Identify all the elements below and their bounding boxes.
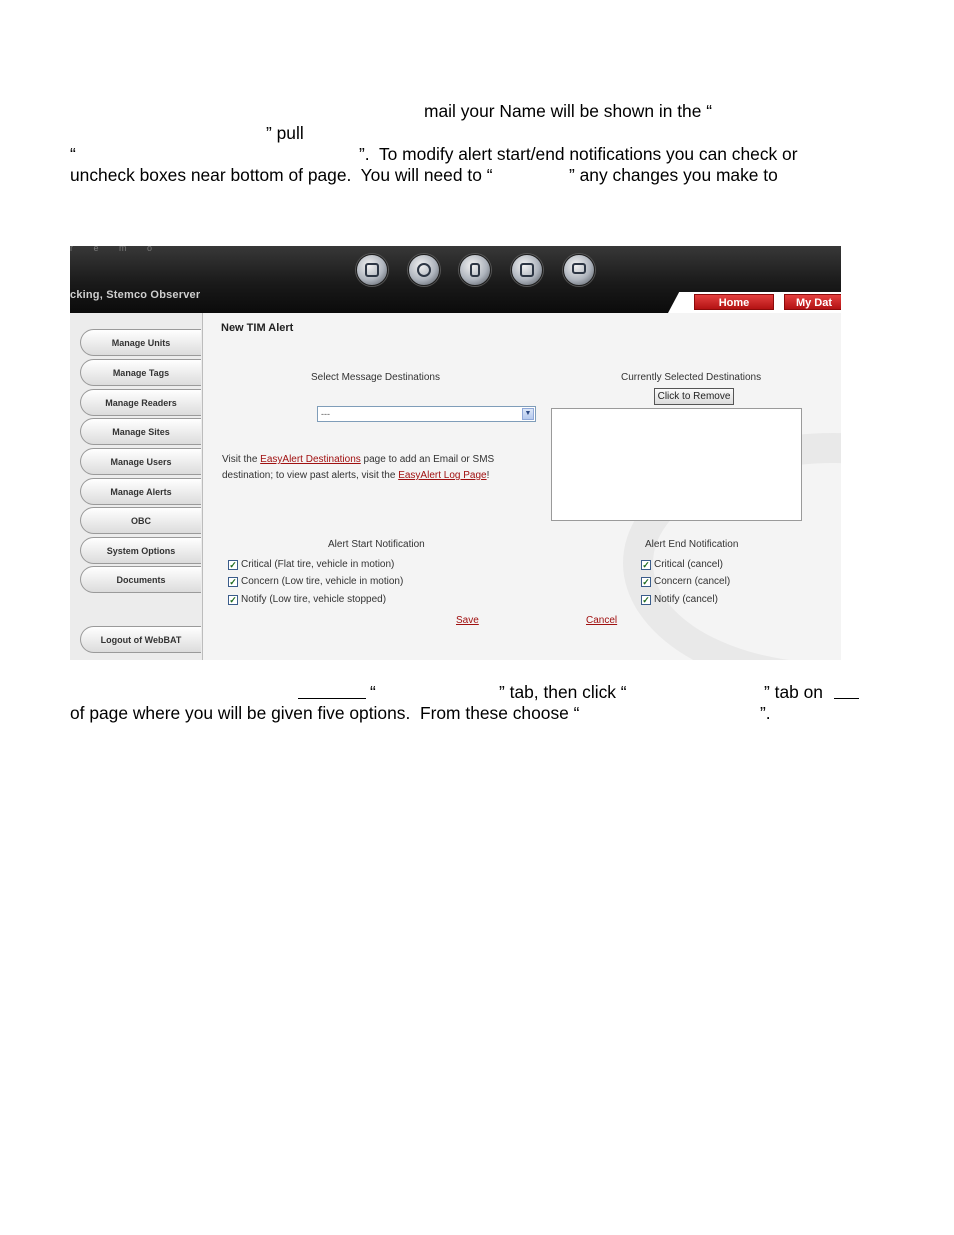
- nav-documents[interactable]: Documents: [80, 566, 201, 593]
- doc-line-6b: ”.: [760, 703, 771, 723]
- cancel-link[interactable]: Cancel: [586, 615, 618, 626]
- destination-select-value: ---: [321, 409, 330, 419]
- app-header: [70, 246, 841, 313]
- doc-line-4a: uncheck boxes near bottom of page. You will need to “: [70, 165, 493, 185]
- doc-line-3a: “: [70, 144, 76, 164]
- end-critical-checkbox[interactable]: ✓: [642, 560, 650, 570]
- select-label: Select Message Destinations: [311, 372, 440, 383]
- tire-gauge-icon[interactable]: [356, 254, 388, 286]
- destination-select[interactable]: [317, 406, 536, 422]
- tab-home[interactable]: Home: [694, 294, 774, 310]
- end-concern-label: Concern (cancel): [654, 576, 731, 587]
- start-notification-heading: Alert Start Notification: [328, 539, 425, 550]
- start-critical-checkbox[interactable]: ✓: [229, 560, 237, 570]
- doc-line-3b: ”. To modify alert start/end notifications you can check or: [359, 144, 798, 164]
- blank-underline-2: [834, 698, 859, 699]
- page-title: New TIM Alert: [221, 322, 294, 334]
- start-concern-checkbox[interactable]: ✓: [229, 577, 237, 587]
- nav-manage-alerts[interactable]: Manage Alerts: [80, 478, 201, 505]
- nav-logout[interactable]: Logout of WebBAT: [80, 626, 201, 653]
- remove-button[interactable]: Click to Remove: [654, 388, 734, 405]
- doc-line-4b: ” any changes you make to: [569, 165, 778, 185]
- doc-line-6a: of page where you will be given five options. From these choose “: [70, 703, 580, 723]
- end-notify-checkbox[interactable]: ✓: [642, 595, 650, 605]
- info-line-2: destination; to view past alerts, visit the EasyAlert Log Page!: [222, 470, 490, 481]
- doc-line-5a: “: [370, 682, 376, 702]
- tab-my-data[interactable]: My Dat: [784, 294, 841, 310]
- doc-line-5b: ” tab, then click “: [499, 682, 627, 702]
- selected-label: Currently Selected Destinations: [621, 372, 762, 383]
- blank-underline-1: [298, 698, 366, 699]
- tire-icon[interactable]: [408, 254, 440, 286]
- chevron-down-icon[interactable]: ▼: [522, 408, 534, 420]
- start-concern-label: Concern (Low tire, vehicle in motion): [241, 576, 404, 587]
- start-notify-label: Notify (Low tire, vehicle stopped): [241, 594, 387, 605]
- header-title: cking, Stemco Observer: [70, 289, 201, 301]
- end-notify-label: Notify (cancel): [654, 594, 718, 605]
- handheld-reader-icon[interactable]: [459, 254, 491, 286]
- nav-manage-tags[interactable]: Manage Tags: [80, 359, 201, 386]
- start-notify-checkbox[interactable]: ✓: [229, 595, 237, 605]
- alert-content-panel: [203, 313, 841, 660]
- nav-manage-sites[interactable]: Manage Sites: [80, 418, 201, 445]
- header-dots: r e m o: [70, 246, 162, 253]
- end-critical-label: Critical (cancel): [654, 559, 723, 570]
- selected-destinations-list[interactable]: [551, 408, 802, 521]
- doc-line-5c: ” tab on: [764, 682, 823, 702]
- easyalert-destinations-link[interactable]: EasyAlert Destinations: [260, 454, 361, 465]
- end-concern-checkbox[interactable]: ✓: [642, 577, 650, 587]
- computer-monitor-icon[interactable]: [563, 254, 595, 286]
- easyalert-log-link[interactable]: EasyAlert Log Page: [398, 470, 487, 481]
- info-line-1: Visit the EasyAlert Destinations page to add an Email or SMS: [222, 454, 495, 465]
- nav-manage-readers[interactable]: Manage Readers: [80, 389, 201, 416]
- doc-line-1: mail your Name will be shown in the “: [424, 101, 713, 121]
- end-notification-heading: Alert End Notification: [645, 539, 739, 550]
- doc-line-2: ” pull: [266, 123, 304, 143]
- nav-system-options[interactable]: System Options: [80, 537, 201, 564]
- save-link[interactable]: Save: [456, 615, 479, 626]
- webbat-screenshot: [70, 246, 841, 660]
- sidebar-nav: [70, 313, 203, 660]
- nav-manage-users[interactable]: Manage Users: [80, 448, 201, 475]
- nav-obc[interactable]: OBC: [80, 507, 201, 534]
- nav-manage-units[interactable]: Manage Units: [80, 329, 201, 356]
- start-critical-label: Critical (Flat tire, vehicle in motion): [241, 559, 395, 570]
- reader-device-icon[interactable]: [511, 254, 543, 286]
